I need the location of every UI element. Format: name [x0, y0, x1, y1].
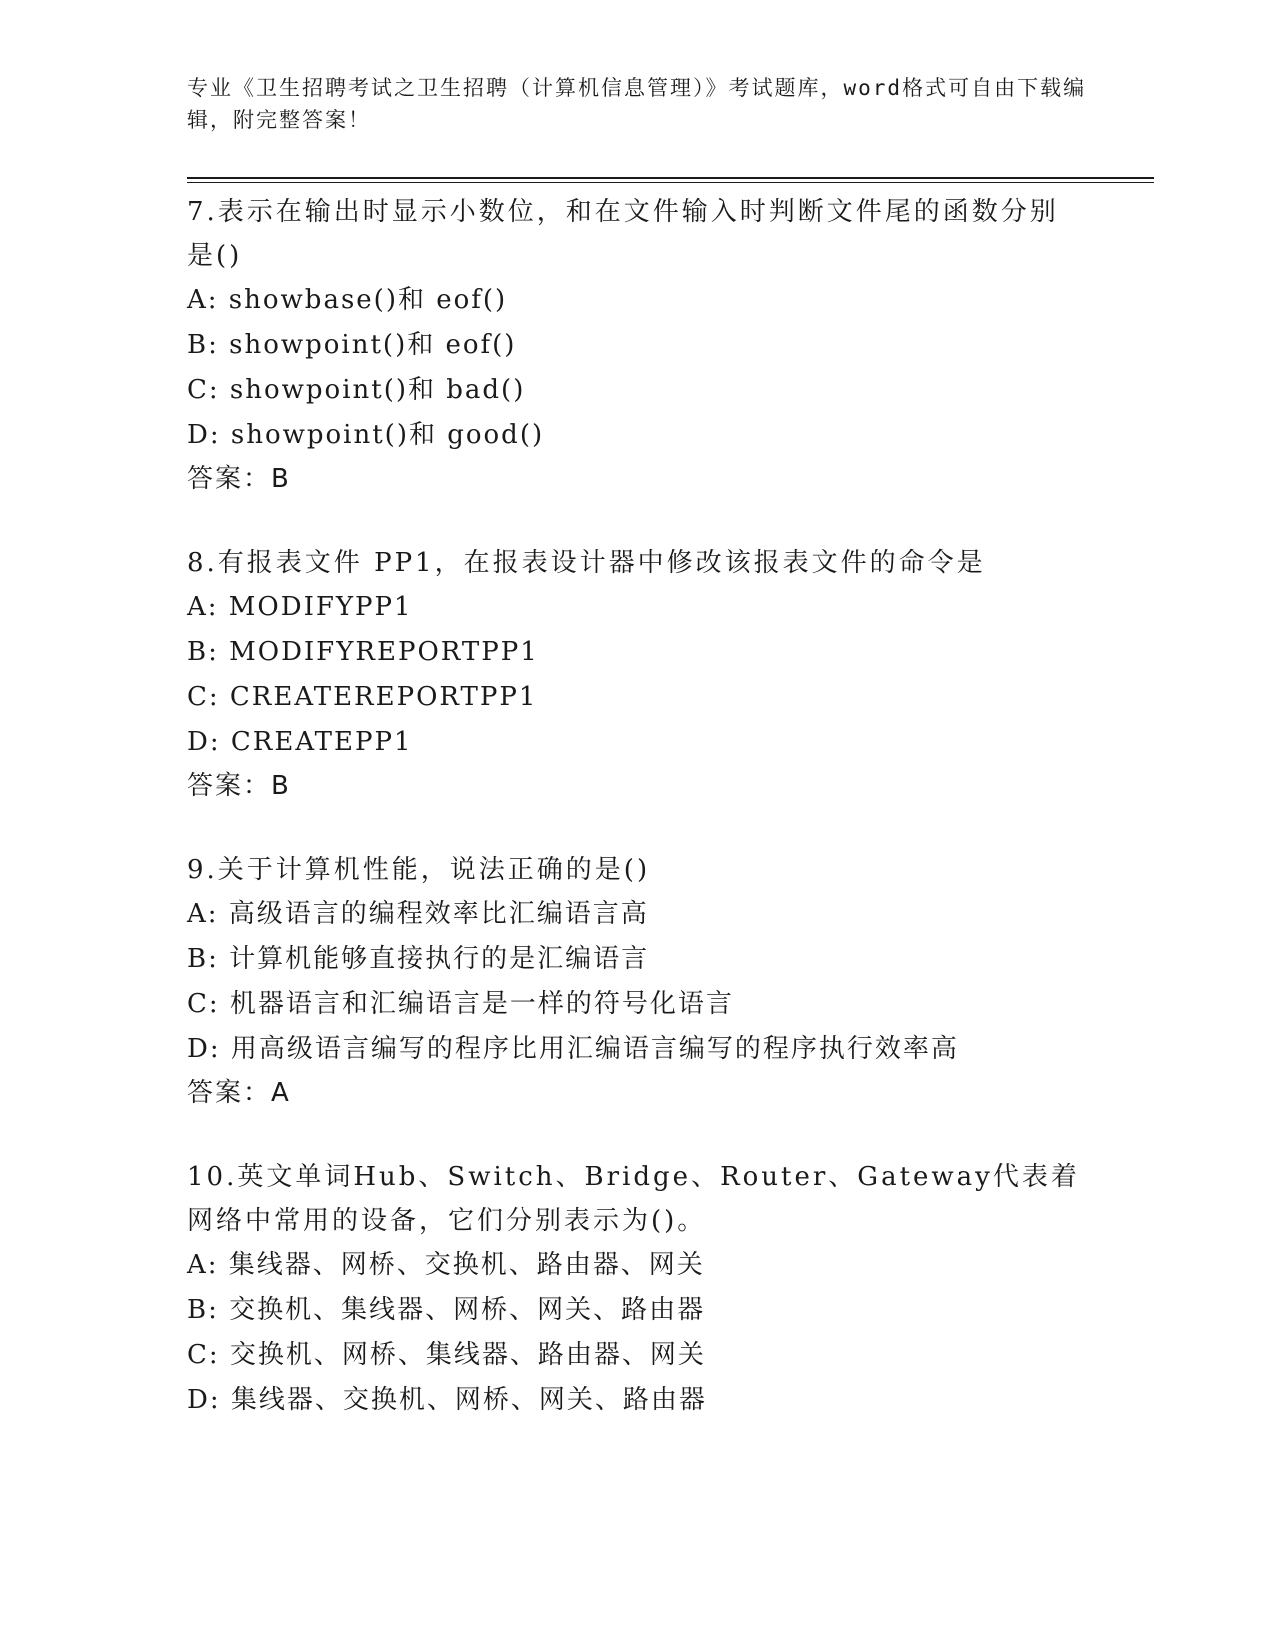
question-stem: 8.有报表文件 PP1，在报表设计器中修改该报表文件的命令是: [187, 548, 986, 578]
option-b: B: 交换机、集线器、网桥、网关、路由器: [187, 1295, 706, 1325]
option-a: A: 集线器、网桥、交换机、路由器、网关: [187, 1250, 705, 1280]
question-8: [187, 541, 1087, 807]
option-d: D: 用高级语言编写的程序比用汇编语言编写的程序执行效率高: [187, 1034, 959, 1064]
answer-line: 答案：B: [187, 771, 291, 801]
question-stem: 10.英文单词Hub、Switch、Bridge、Router、Gateway代表着网络中常用的设备，它们分别表示为()。: [187, 1162, 1080, 1236]
question-stem: 9.关于计算机性能，说法正确的是(): [187, 855, 651, 885]
option-a: A: showbase()和 eof(): [187, 285, 508, 315]
question-list: [187, 190, 1087, 1464]
question-9: [187, 848, 1087, 1114]
question-10: [187, 1155, 1087, 1423]
header-divider-thin: [187, 182, 1154, 183]
option-b: B: showpoint()和 eof(): [187, 330, 517, 360]
question-7: [187, 190, 1087, 500]
option-d: D: CREATEPP1: [187, 727, 413, 757]
header-divider-thick: [187, 177, 1154, 179]
option-c: C: 机器语言和汇编语言是一样的符号化语言: [187, 989, 734, 1019]
question-stem: 7.表示在输出时显示小数位，和在文件输入时判断文件尾的函数分别是(): [187, 197, 1059, 271]
answer-line: 答案：B: [187, 464, 291, 494]
document-header: 专业《卫生招聘考试之卫生招聘（计算机信息管理）》考试题库，word格式可自由下载编辑，附完整答案！: [187, 76, 1087, 132]
option-d: D: showpoint()和 good(): [187, 420, 545, 450]
option-b: B: 计算机能够直接执行的是汇编语言: [187, 944, 650, 974]
option-c: C: CREATEREPORTPP1: [187, 682, 538, 712]
answer-line: 答案：A: [187, 1078, 291, 1108]
option-a: A: MODIFYPP1: [187, 592, 413, 622]
option-c: C: 交换机、网桥、集线器、路由器、网关: [187, 1340, 706, 1370]
option-a: A: 高级语言的编程效率比汇编语言高: [187, 899, 649, 929]
option-b: B: MODIFYREPORTPP1: [187, 637, 539, 667]
option-d: D: 集线器、交换机、网桥、网关、路由器: [187, 1385, 707, 1415]
option-c: C: showpoint()和 bad(): [187, 375, 526, 405]
